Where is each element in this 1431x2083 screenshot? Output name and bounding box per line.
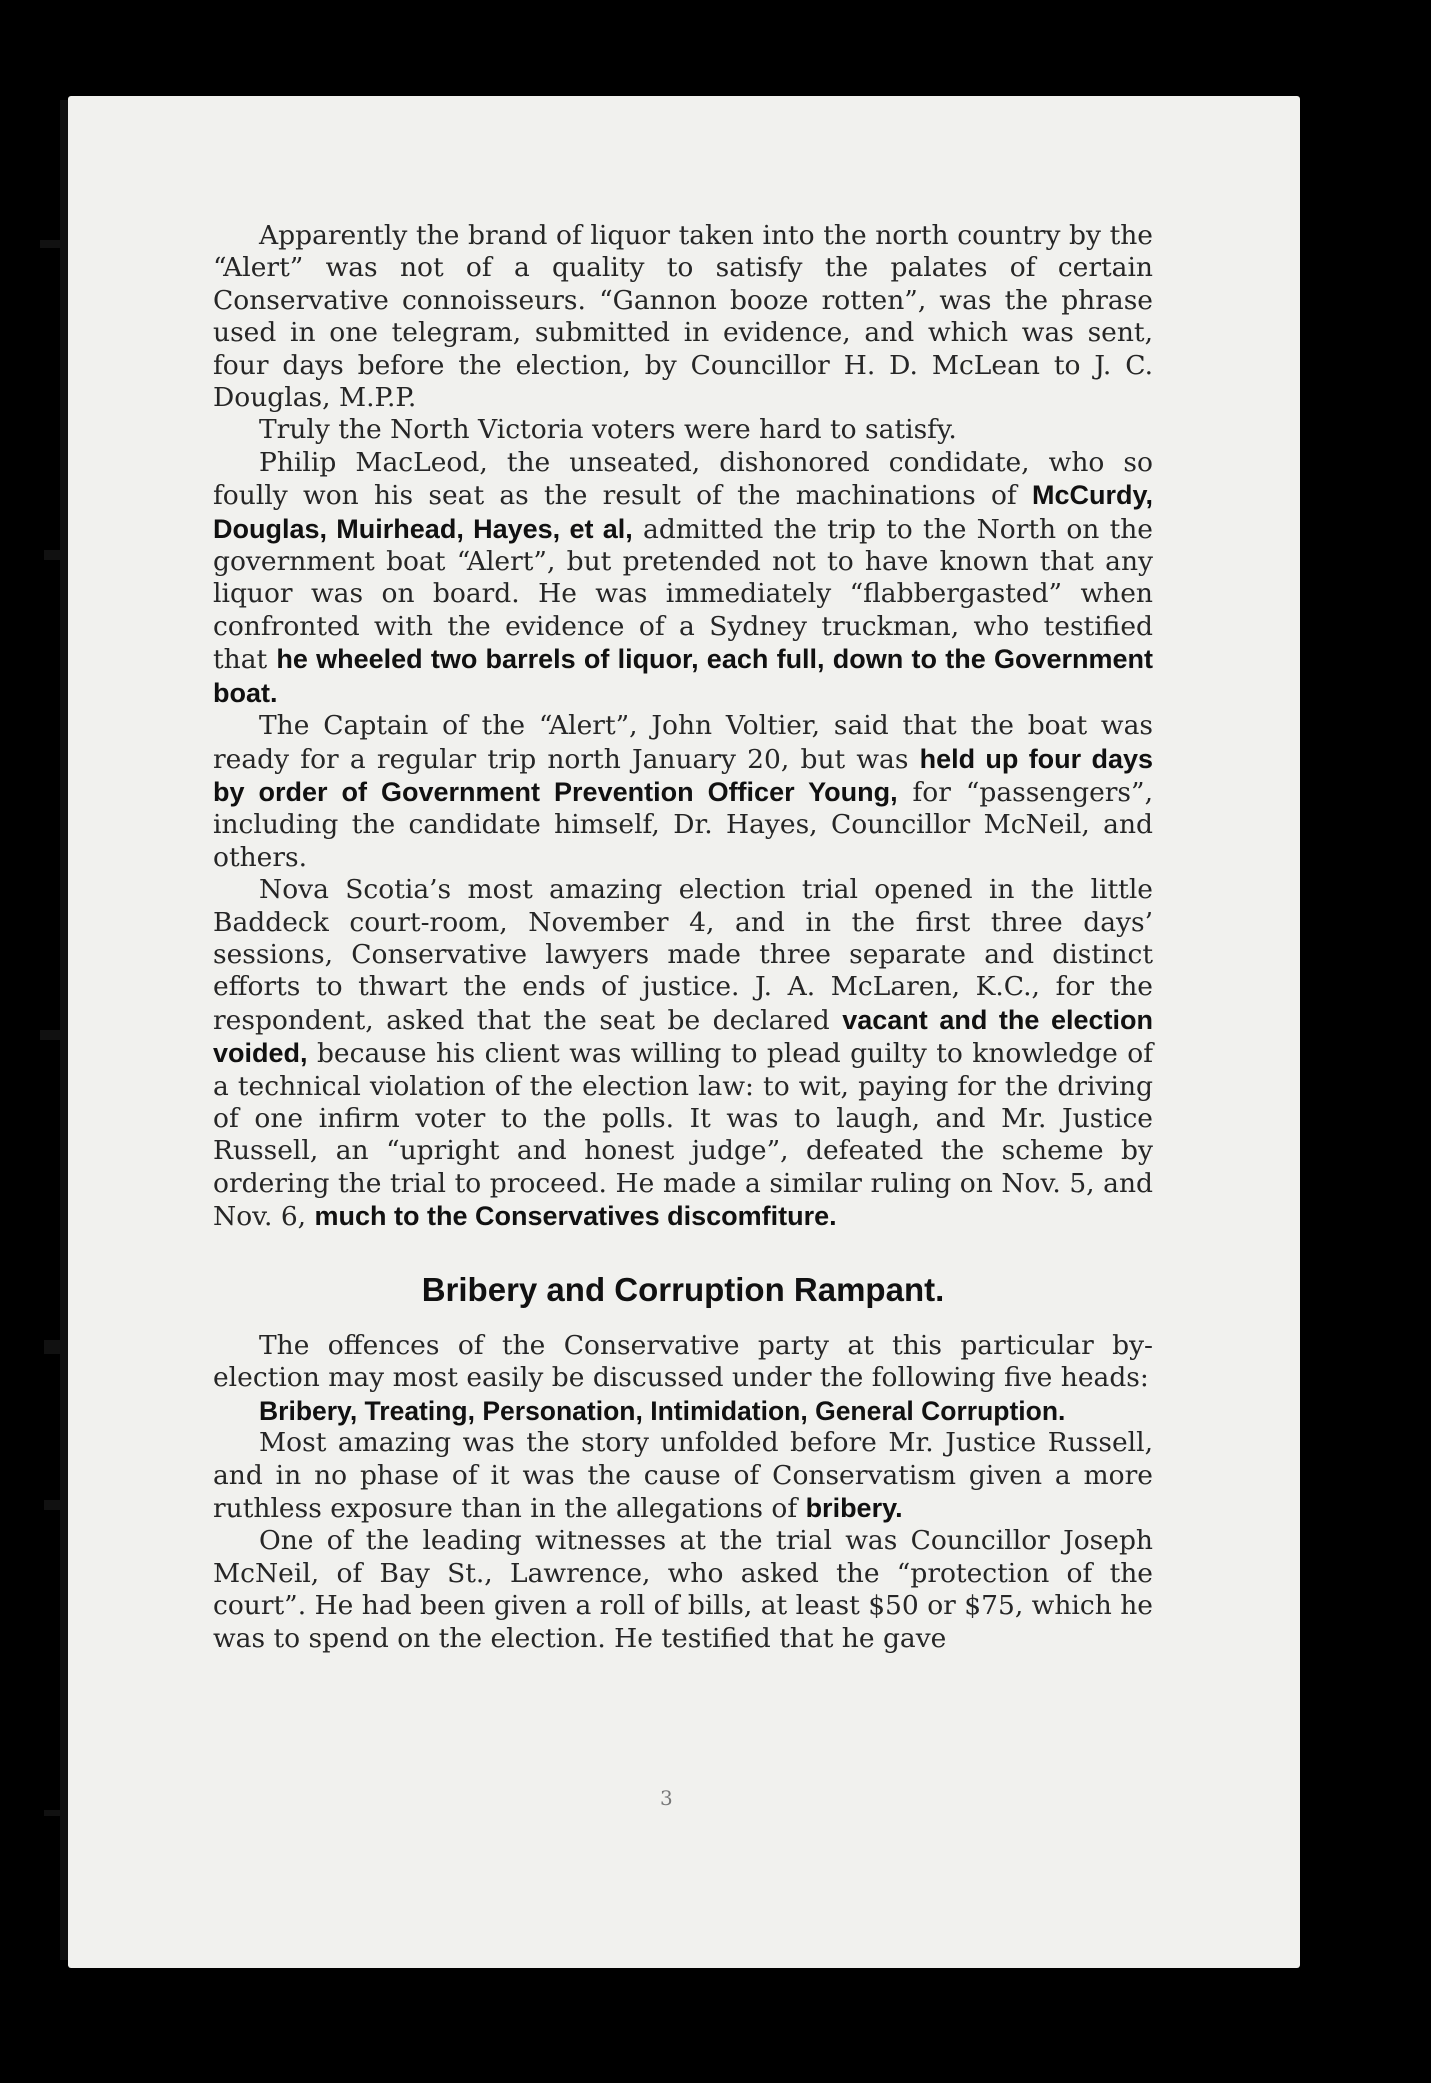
paragraph-5-text-cont: because his client was willing to plead guilty to knowledge of a technical violation of the election law: to wit, paying for the driving of one infirm voter to the polls. It was to laugh, and Mr. Justice Russell, an “upright and honest judge”, defeated the scheme by ordering the trial to proceed. He made a similar ruling on Nov. 5, and Nov. 6, <box>213 1038 1153 1233</box>
paragraph-5 <box>213 874 1153 1233</box>
paragraph-8 <box>213 1427 1153 1525</box>
section-heading: Bribery and Corruption Rampant. <box>421 1270 945 1308</box>
paragraph-6: The offences of the Conservative party at this particular by-election may most easily be discussed under the following five heads: <box>213 1330 1153 1394</box>
paragraph-2: Truly the North Victoria voters were hard to satisfy. <box>259 414 957 446</box>
paragraph-1: Apparently the brand of liquor taken into the north country by the “Alert” was not of a quality to satisfy the palates of certain Conservative connoisseurs. “Gannon booze rotten”, was the phrase used in one telegram, submitted in evidence, and which was sent, four days before the election, by Councillor H. D. McLean to J. C. Douglas, M.P.P. <box>213 220 1153 414</box>
paragraph-7-heads: Bribery, Treating, Personation, Intimidation, General Corruption. <box>259 1395 1066 1426</box>
paragraph-4 <box>213 710 1153 874</box>
paragraph-3-bold-testimony: he wheeled two barrels of liquor, each full, down to the Government boat. <box>213 644 1153 708</box>
paragraph-9: One of the leading witnesses at the trial was Councillor Joseph McNeil, of Bay St., Lawrence, who asked the “protection of the court”. He had been given a roll of bills, at least $50 or $75, which he was to spend on the election. He testified that he gave <box>213 1525 1153 1654</box>
page-number: 3 <box>660 1786 673 1810</box>
paragraph-4-bold: held up four days by order of Government Prevention Officer Young, <box>213 743 1153 807</box>
paragraph-3-text-cont: admitted the trip to the North on the government boat “Alert”, but pretended not to have known that any liquor was on board. He was immediately “flabbergasted” when confronted with the evidence of a Sydney truckman, who testified that <box>213 513 1153 676</box>
paragraph-3-text: Philip MacLeod, the unseated, dishonored condidate, who so foully won his seat as the result of the machinations of <box>213 446 1153 512</box>
body-text <box>213 220 1153 1655</box>
paragraph-4-text: The Captain of the “Alert”, John Voltier, said that the boat was ready for a regular trip north January 20, but was <box>213 710 1153 775</box>
paragraph-3 <box>213 447 1153 710</box>
paragraph-5-bold-vacant: vacant and the election voided, <box>213 1004 1153 1069</box>
paragraph-3-bold-names: McCurdy, Douglas, Muirhead, Hayes, et al, <box>213 480 1153 544</box>
paragraph-5-text: Nova Scotia’s most amazing election trial opened in the little Baddeck court-room, November 4, and in the first three days’ sessions, Conservative lawyers made three separate and distinct efforts to thwart the ends of justice. J. A. McLaren, K.C., for the respondent, asked that the seat be declared <box>213 874 1153 1036</box>
paragraph-8-bold: bribery. <box>805 1493 903 1524</box>
paragraph-4-text-cont: for “passengers”, including the candidate himself, Dr. Hayes, Councillor McNeil, and others. <box>213 776 1153 873</box>
paragraph-5-bold-discomfiture: much to the Conservatives discomfiture. <box>314 1201 837 1232</box>
paragraph-8-text: Most amazing was the story unfolded before Mr. Justice Russell, and in no phase of it was the cause of Conservatism given a more ruthless exposure than in the allegations of <box>213 1427 1153 1525</box>
